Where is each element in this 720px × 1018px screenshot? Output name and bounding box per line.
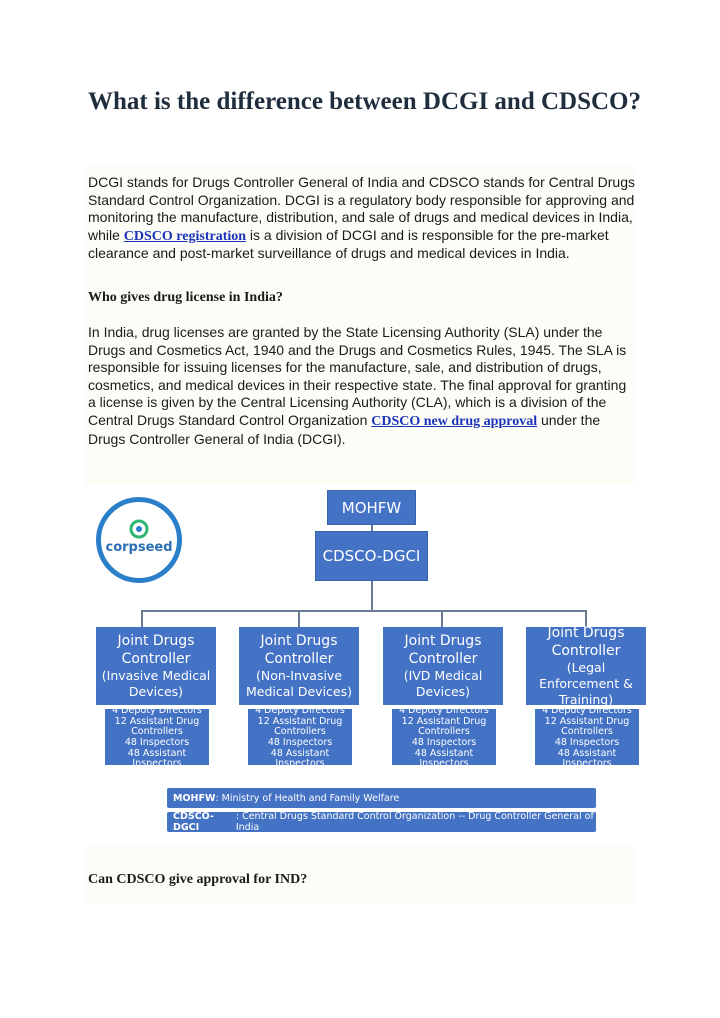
legend-text: : Ministry of Health and Family Welfare — [215, 792, 400, 804]
staff-line: 48 Inspectors — [411, 737, 477, 748]
staff-line: 48 Assistant Inspectors — [127, 747, 187, 770]
paragraph-drug-license — [88, 324, 636, 448]
corpseed-logo — [96, 497, 182, 583]
staff-line: 4 Deputy Directors — [255, 705, 345, 717]
section-heading-ind-approval: Can CDSCO give approval for IND? — [88, 872, 308, 887]
controller-title: Joint Drugs Controller — [404, 633, 482, 667]
staff-line: 12 Assistant Drug Controllers — [401, 715, 487, 738]
cdsco-registration-link[interactable]: CDSCO registration — [123, 228, 247, 244]
staff-line: 12 Assistant Drug Controllers — [257, 715, 343, 738]
paragraph-dcgi-cdsco — [88, 174, 636, 263]
staff-line: 48 Assistant Inspectors — [414, 747, 474, 770]
staff-line: 48 Assistant Inspectors — [557, 747, 617, 770]
staff-line: 4 Deputy Directors — [399, 705, 489, 717]
legend-abbr: CDSCO-DGCI — [173, 811, 214, 833]
controller-subtitle: (IVD Medical Devices) — [403, 668, 483, 699]
staff-box-non-invasive — [248, 705, 352, 770]
staff-line: 12 Assistant Drug Controllers — [544, 715, 630, 738]
staff-line: 48 Inspectors — [554, 737, 620, 748]
staff-line: 48 Inspectors — [124, 737, 190, 748]
controller-subtitle: (Non-Invasive Medical Devices) — [246, 668, 352, 699]
controller-subtitle: (Invasive Medical Devices) — [101, 668, 211, 699]
page-title: What is the difference between DCGI and CDSCO? — [88, 88, 641, 115]
legend-text: : Central Drugs Standard Control Organization -- Drug Controller General of India — [235, 811, 594, 833]
section-heading-drug-license: Who gives drug license in India? — [88, 290, 283, 305]
staff-line: 12 Assistant Drug Controllers — [114, 715, 200, 738]
connector-line — [141, 610, 586, 612]
cdsco-new-drug-approval-link[interactable]: CDSCO new drug approval — [371, 413, 538, 429]
legend-abbr: MOHFW — [173, 792, 216, 804]
staff-line: 48 Assistant Inspectors — [270, 747, 330, 770]
paragraph-text: under the Drugs Controller General of India (DCGI). — [88, 411, 601, 447]
legend-mohfw — [167, 788, 596, 808]
controller-title: Joint Drugs Controller — [117, 633, 195, 667]
connector-line — [298, 610, 300, 628]
cdsco-dgci-box: CDSCO-DGCI — [315, 531, 428, 581]
joint-controller-non-invasive-box — [239, 627, 359, 705]
connector-line — [141, 610, 143, 628]
staff-line: 4 Deputy Directors — [112, 705, 202, 717]
logo-text: corpseed — [105, 540, 173, 555]
joint-controller-invasive-box — [96, 627, 216, 705]
controller-title: Joint Drugs Controller — [260, 633, 338, 667]
staff-box-invasive — [105, 705, 209, 770]
staff-line: 48 Inspectors — [267, 737, 333, 748]
paragraph-text: DCGI stands for Drugs Controller General of India and CDSCO stands for Central Drugs Standard Control Organization. DCGI is a regulatory body responsible for approving and monitoring the manufacture, distribution, and sale of drugs and medical devices in India, while — [88, 174, 636, 243]
legend-cdsco-dgci — [167, 812, 596, 832]
controller-title: Joint Drugs Controller — [547, 625, 625, 659]
controller-subtitle: (Legal Enforcement & Training) — [539, 660, 633, 707]
paragraph-text: is a division of DCGI and is responsible for the pre-market clearance and post-market surveillance of drugs and medical devices in India. — [88, 226, 609, 262]
staff-box-ivd — [392, 705, 496, 770]
joint-controller-ivd-box — [383, 627, 503, 705]
joint-controller-legal-box — [526, 627, 646, 705]
paragraph-text: In India, drug licenses are granted by the State Licensing Authority (SLA) under the Drugs and Cosmetics Act, 1940 and the Drugs and Cosmetics Rules, 1945. The SLA is responsible for issuing licenses for the manufacture, sale, and distribution of drugs, cosmetics, and medical devices in their respective state. The final approval for granting a license is given by the Central Licensing Authority (CLA), which is a division of the Central Drugs Standard Control Organization — [88, 324, 627, 428]
staff-box-legal — [535, 705, 639, 770]
corpseed-logo-mark — [101, 502, 177, 578]
connector-line — [371, 581, 373, 611]
connector-line — [441, 610, 443, 628]
staff-line: 4 Deputy Directors — [542, 705, 632, 717]
mohfw-box: MOHFW — [327, 490, 416, 525]
